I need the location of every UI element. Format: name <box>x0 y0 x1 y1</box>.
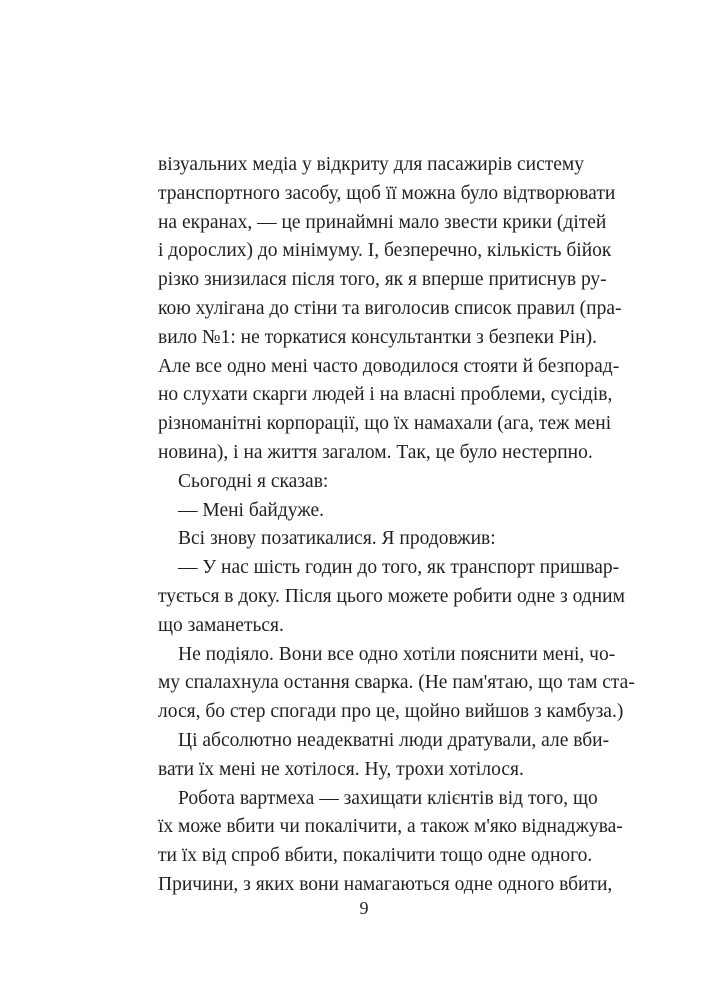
text-line: Сьогодні я сказав: <box>178 470 329 492</box>
text-line: візуальних медіа у відкриту для пасажирів систему <box>158 154 584 175</box>
text-line: вати їх мені не хотілося. Ну, трохи хотілося. <box>158 758 524 780</box>
page-number: 9 <box>359 898 369 918</box>
text-line: різноманітні корпорації, що їх намахали (ага, теж мені <box>158 413 612 435</box>
text-line: тується в доку. Після цього можете робити одне з одним <box>158 586 625 607</box>
text-line: їх може вбити чи покалічити, а також м'яко віднаджува- <box>158 816 623 838</box>
text-line: вило №1: не торкатися консультантки з безпеки Рін). <box>158 326 597 348</box>
text-line: Всі знову позатикалися. Я продовжив: <box>178 528 496 550</box>
text-line: Не подіяло. Вони все одно хотіли пояснити мені, чо- <box>178 643 616 665</box>
text-line: різко знизилася після того, як я вперше притиснув ру- <box>158 269 607 291</box>
text-line: Робота вартмеха — захищати клієнтів від того, що <box>178 787 598 809</box>
text-line: му спалахнула остання сварка. (Не пам'ятаю, що там ста- <box>158 672 635 694</box>
text-line: Причини, з яких вони намагаються одне одного вбити, <box>158 874 613 895</box>
text-line: но слухати скарги людей і на власні проблеми, сусідів, <box>158 384 613 406</box>
text-line: на екранах, — це принаймні мало звести крики (дітей <box>158 211 607 233</box>
text-line: кою хулігана до стіни та виголосив список правил (пра- <box>158 298 622 319</box>
text-line: лося, бо стер спогади про це, щойно вийшов з камбуза.) <box>158 701 624 723</box>
dialogue-line: — Мені байдуже. <box>178 499 325 521</box>
text-line: Ці абсолютно неадекватні люди дратували, але вби- <box>178 730 610 751</box>
text-line: новина), і на життя загалом. Так, це було нестерпно. <box>158 442 593 463</box>
dialogue-line: — У нас шість годин до того, як транспорт пришвар- <box>178 557 620 579</box>
text-line: що заманеться. <box>158 614 284 636</box>
text-line: транспортного засобу, щоб її можна було відтворювати <box>158 182 616 204</box>
text-line: Але все одно мені часто доводилося стояти й безпорад- <box>158 355 620 377</box>
text-line: і дорослих) до мінімуму. І, безперечно, кількість бійок <box>158 240 612 262</box>
text-line: ти їх від спроб вбити, покалічити тощо одне одного. <box>158 845 593 867</box>
